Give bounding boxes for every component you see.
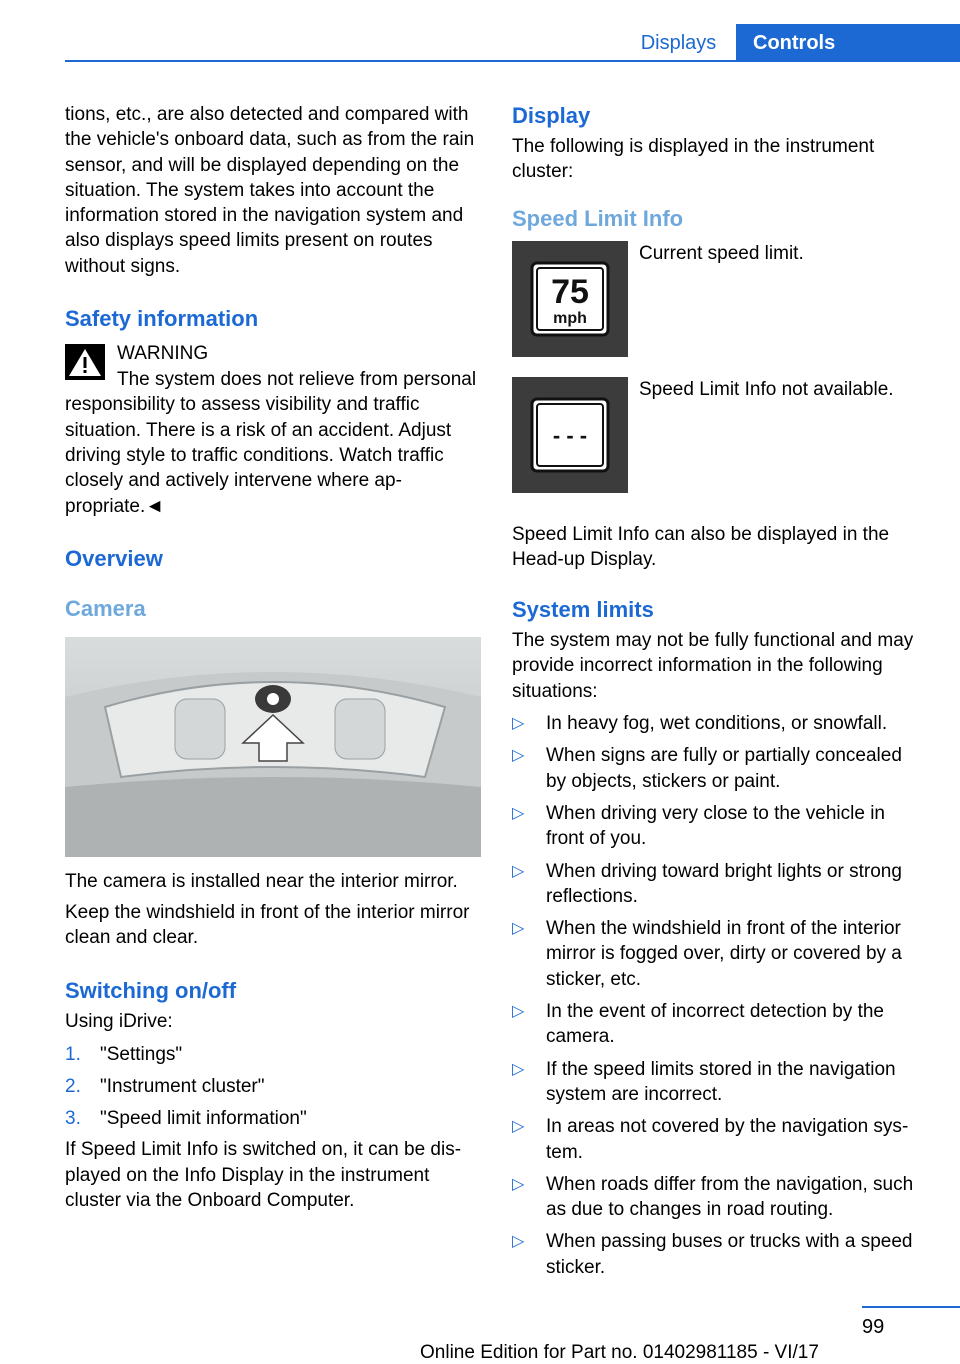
speed-limit-unavailable-icon (512, 377, 628, 493)
display-heading: Display (512, 103, 591, 128)
after-steps-text: If Speed Limit Info is switched on, it can be displayed on the Info Display in the instrument cluster via the Onboard Computer. (65, 1139, 462, 1212)
bullet-triangle-icon: ▷ (512, 715, 525, 733)
sign-na: - - - (552, 422, 588, 448)
header-rule (65, 60, 960, 62)
list-item (512, 1229, 927, 1280)
bullet-triangle-icon: ▷ (512, 920, 525, 938)
display-text: The following is displayed in the instrument cluster: (512, 136, 875, 183)
sign-unit: mph (553, 309, 587, 327)
tab-displays[interactable]: Displays (640, 32, 717, 54)
bullet-triangle-icon: ▷ (512, 1233, 525, 1251)
step-number: 3. (65, 1107, 81, 1129)
limit-text: If the speed limits stored in the navigation system are incorrect. (546, 1058, 896, 1105)
limit-text: In the event of incorrect detection by the camera. (546, 1001, 884, 1048)
camera-location-image (65, 637, 481, 857)
step-text: "Speed limit information" (100, 1107, 307, 1129)
limit-text: When roads differ from the navigation, such as due to changes in road routing. (546, 1173, 914, 1221)
not-available-text: Speed Limit Info not available. (639, 378, 894, 400)
overview-heading: Overview (65, 545, 163, 571)
system-limits-heading: System limits (512, 597, 654, 623)
sign-row-not-available (512, 377, 927, 522)
bullet-triangle-icon: ▷ (512, 747, 525, 765)
warning-triangle-icon (65, 344, 105, 380)
hud-text: Speed Limit Info can also be displayed in the Head-up Display. (512, 523, 890, 570)
bullet-triangle-icon: ▷ (512, 862, 525, 880)
system-limits-list (512, 711, 927, 1280)
step-text: "Settings" (100, 1044, 183, 1066)
switching-heading: Switching on/off (65, 977, 237, 1003)
sign-value: 75 (551, 272, 589, 311)
list-item (512, 1057, 927, 1108)
speed-limit-heading: Speed Limit Info (512, 205, 684, 231)
using-idrive: Using iDrive: (65, 1010, 173, 1032)
footer-rule (862, 1306, 960, 1308)
page-number: 99 (862, 1316, 885, 1338)
camera-text-2: Keep the windshield in front of the interior mirror clean and clear. (65, 902, 470, 949)
limit-text: When passing buses or trucks with a speed sticker. (546, 1231, 913, 1278)
current-limit-text: Current speed limit. (639, 242, 804, 264)
edition-note: Online Edition for Part no. 01402981185 - VI/17 (420, 1342, 819, 1363)
steps-list (65, 1042, 483, 1137)
list-item (512, 1172, 927, 1223)
list-item (65, 1106, 483, 1138)
step-number: 1. (65, 1044, 81, 1066)
list-item (512, 859, 927, 910)
sign-row-current (512, 241, 927, 377)
speed-limit-sign-icon (512, 241, 628, 357)
bullet-triangle-icon: ▷ (512, 1175, 525, 1193)
limit-text: When signs are fully or partially concealed by objects, stickers or paint. (546, 745, 902, 792)
list-item (512, 801, 927, 852)
list-item (65, 1074, 483, 1106)
limit-text: When driving toward bright lights or strong reflections. (546, 860, 902, 907)
limit-text: When driving very close to the vehicle in front of you. (546, 802, 885, 850)
list-item (512, 711, 927, 736)
warning-text: The system does not relieve from personal responsibility to assess visibility and traffic situation. There is a risk of an accident. Adjust driving style to traffic conditions. Watch traffic closely and actively intervene where appropriate.◄ (65, 369, 477, 517)
list-item (512, 1114, 927, 1165)
bullet-triangle-icon: ▷ (512, 1118, 525, 1136)
limit-text: When the windshield in front of the interior mirror is fogged over, dirty or covered by a sticker, etc. (546, 918, 902, 990)
system-limits-intro: The system may not be fully functional and may provide incorrect information in the following situations: (512, 630, 914, 702)
warning-block (65, 341, 483, 519)
intro-paragraph: tions, etc., are also detected and compared with the vehicle's onboard data, such as from the rain sensor, and will be displayed depending on the situation. The system takes into account the information stored in the navigation system and also displays speed limits present on routes without signs. (65, 104, 475, 277)
bullet-triangle-icon: ▷ (512, 1060, 525, 1078)
bullet-triangle-icon: ▷ (512, 804, 525, 822)
camera-text-1: The camera is installed near the interior mirror. (65, 870, 458, 892)
list-item (65, 1042, 483, 1074)
step-number: 2. (65, 1075, 81, 1097)
safety-heading: Safety information (65, 306, 259, 332)
warning-label: WARNING (117, 343, 209, 365)
bullet-triangle-icon: ▷ (512, 1003, 525, 1021)
list-item (512, 743, 927, 794)
left-column (65, 102, 483, 1213)
right-column (512, 102, 927, 1287)
limit-text: In heavy fog, wet conditions, or snowfall. (546, 713, 888, 735)
list-item (512, 999, 927, 1050)
step-text: "Instrument cluster" (100, 1075, 265, 1097)
list-item (512, 916, 927, 992)
camera-heading: Camera (65, 595, 146, 621)
tab-controls[interactable]: Controls (736, 24, 960, 62)
limit-text: In areas not covered by the navigation system. (546, 1116, 909, 1163)
